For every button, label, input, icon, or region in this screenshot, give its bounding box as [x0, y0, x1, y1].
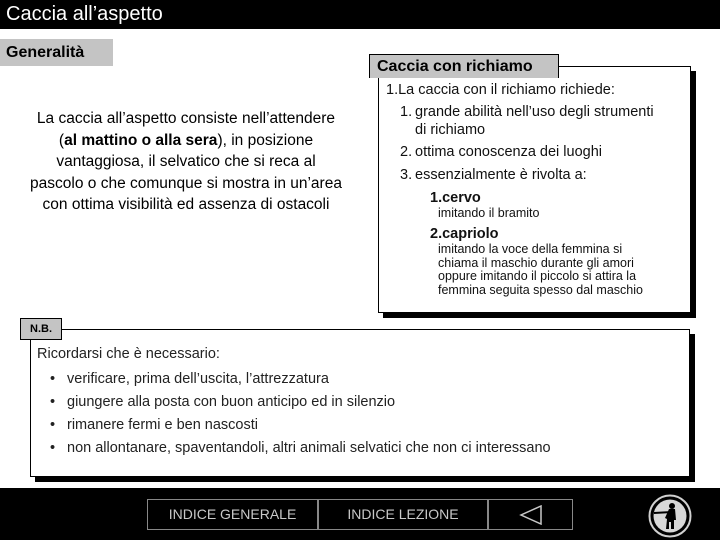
back-button[interactable]	[488, 499, 573, 530]
richiamo-tab: Caccia con richiamo	[369, 54, 559, 78]
req-2-text: ottima conoscenza dei luoghi	[415, 144, 603, 160]
req-1-number: 1.	[400, 104, 413, 120]
req-2-number: 2.	[400, 144, 413, 160]
animal-capriolo: 2.capriolo	[430, 226, 499, 242]
richiamo-line-1: 1.La caccia con il richiamo richiede:	[386, 82, 615, 98]
intro-part-2: ), in posizione vantaggiosa, il selvatico che si reca al pascolo o che comunque si mostra in un’area con ottima visibilità ed assenza di ostacoli	[30, 131, 342, 213]
generalita-tab: Generalità	[0, 39, 113, 66]
req-1-text-a: grande abilità nell’uso degli strumenti	[415, 104, 654, 120]
animal-capriolo-note-1: imitando la voce della femmina si	[438, 242, 623, 256]
animal-capriolo-note-3: oppure imitando il piccolo si attira la	[438, 269, 637, 283]
left-triangle-icon	[519, 505, 543, 525]
intro-bold-time: al mattino o alla sera	[64, 131, 218, 149]
animal-capriolo-note-4: femmina seguita spesso dal maschio	[438, 283, 643, 297]
indice-generale-button[interactable]: INDICE GENERALE	[147, 499, 318, 530]
nb-item-2: • giungere alla posta con buon anticipo ed in silenzio	[50, 391, 551, 414]
req-3-text: essenzialmente è rivolta a:	[415, 167, 587, 183]
indice-lezione-button[interactable]: INDICE LEZIONE	[318, 499, 488, 530]
nb-item-4: • non allontanare, spaventandoli, altri animali selvatici che non ci interessano	[50, 437, 551, 460]
nb-item-3: • rimanere fermi e ben nascosti	[50, 414, 551, 437]
req-1-text-b: di richiamo	[415, 122, 486, 138]
generalita-text	[30, 108, 342, 216]
animal-cervo: 1.cervo	[430, 190, 481, 206]
nb-intro: Ricordarsi che è necessario:	[37, 346, 220, 362]
intro-part-1: La caccia all’aspetto consiste nell’attendere (	[36, 110, 336, 149]
title-bar	[0, 0, 720, 29]
hunter-logo-icon[interactable]	[648, 494, 692, 538]
nb-badge: N.B.	[20, 318, 62, 340]
page-title: Caccia all’aspetto	[6, 3, 163, 25]
nb-list	[50, 368, 551, 460]
richiamo-box	[378, 66, 691, 313]
animal-cervo-note: imitando il bramito	[438, 206, 540, 220]
animal-capriolo-note-2: chiama il maschio durante gli amori	[438, 256, 634, 270]
req-3-number: 3.	[400, 167, 413, 183]
nb-item-1: • verificare, prima dell’uscita, l’attrezzatura	[50, 368, 551, 391]
